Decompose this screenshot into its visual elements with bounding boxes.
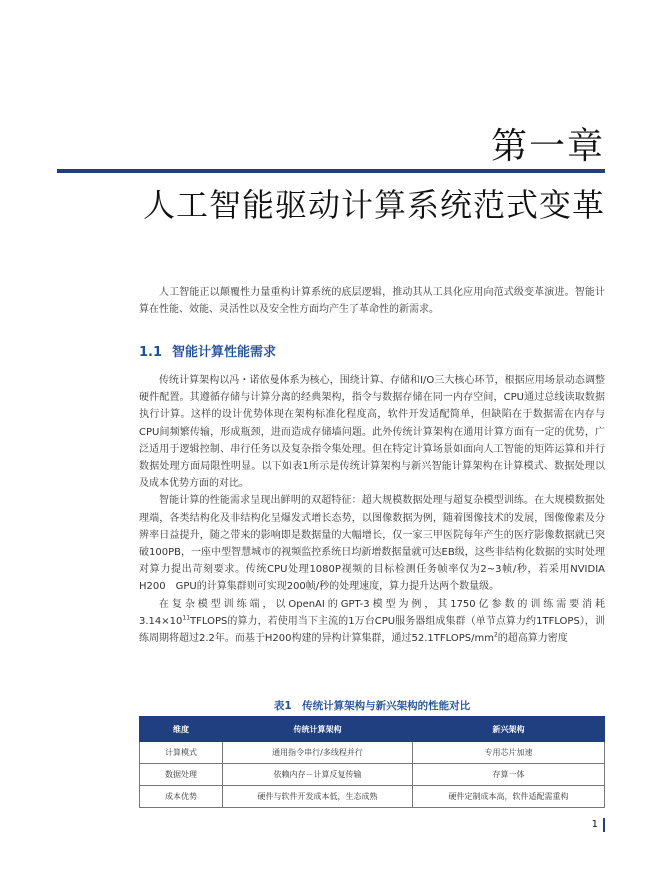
paragraph-3-part-c: 的超高算力密度 [497,633,568,645]
table-caption: 表1 传统计算架构与新兴架构的性能对比 [273,700,471,712]
table-row [140,786,605,808]
intro-paragraph: 人工智能正以颠覆性力量重构计算系统的底层逻辑，推动其从工具化应用向范式级变革演进。智能计算在性能、效能、灵活性以及安全性方面均产生了革命性的新需求。 [139,287,605,316]
intro-block [139,284,605,318]
chapter-divider [57,169,605,173]
section-body [139,372,615,647]
table-cell: 成本优势 [140,786,223,808]
comparison-table [139,716,605,808]
table-cell: 依赖内存－计算反复传输 [223,764,413,786]
chapter-label: 第一章 [490,126,605,167]
table-cell: 专用芯片加速 [413,742,605,764]
table-header-cell: 传统计算架构 [223,717,413,742]
table-cell: 硬件与软件开发成本低，生态成熟 [223,786,413,808]
paragraph-3-part-b: TFLOPS的算力，若使用当下主流的1万台CPU服务器组成集群（单节点算力约1TFLOPS），训练周期将超过2.2年。而基于H200构建的异构计算集群，通过52.1TFLOPS/mm [139,615,605,645]
section-title: 智能计算性能需求 [172,345,277,360]
table-header-cell: 维度 [140,717,223,742]
chapter-title: 人工智能驱动计算系统范式变革 [142,186,605,224]
table-row [140,742,605,764]
table-cell: 通用指令串行/多线程并行 [223,742,413,764]
page-number: 1 [592,818,605,832]
table-header-cell: 新兴架构 [413,717,605,742]
section-number: 1.1 [139,345,163,360]
table-cell: 存算一体 [413,764,605,786]
exponent-2: 2 [493,631,498,639]
paragraph-1: 传统计算架构以冯・诺依曼体系为核心，围绕计算、存储和I/O三大核心环节，根据应用场景动态调整硬件配置。其遵循存储与计算分离的经典架构，指令与数据存储在同一内存空间，CPU通过总线读取数据执行计算。这样的设计优势体现在架构标准化程度高，软件开发适配简单，但缺陷在于数据需在内存与CPU间频繁传输，形成瓶颈，进而造成存储墙问题。此外传统计算架构在通用计算方面有一定的优势，广泛适用于逻辑控制、串行任务以及复杂指令集处理。但在特定计算场景如面向人工智能的矩阵运算和并行数据处理方面局限性明显。以下如表1所示是传统计算架构与新兴智能计算架构在计算模式、数据处理以及成本优势方面的对比。 [139,375,605,490]
paragraph-2: 智能计算的性能需求呈现出鲜明的双超特征：超大规模数据处理与超复杂模型训练。在大规模数据处理端，各类结构化及非结构化呈爆发式增长态势，以图像数据为例，随着图像技术的发展，图像像素及分辨率日益提升，随之带来的影响即是数据量的大幅增长，仅一家三甲医院每年产生的医疗影像数据就已突破100PB，一座中型智慧城市的视频监控系统日均新增数据量就可达EB级，这些非结构化数据的实时处理对算力提出苛刻要求。传统CPU处理1080P视频的目标检测任务帧率仅为2~3帧/秒，若采用NVIDIA H200 GPU的计算集群则可实现200帧/秒的处理速度，算力提升达两个数量级。 [139,495,615,593]
paragraph-3-part-a: 在复杂模型训练端，以OpenAI的GPT-3模型为例，其1750亿参数的训练需要消耗3.14×10 [139,598,605,627]
paragraph-3 [139,596,605,648]
table-cell: 计算模式 [140,742,223,764]
section-heading [139,341,276,360]
table-header-row [140,717,605,742]
table-cell: 数据处理 [140,764,223,786]
table-row [140,764,605,786]
table-cell: 硬件定制成本高，软件适配需重构 [413,786,605,808]
exponent-11: 11 [182,614,191,622]
